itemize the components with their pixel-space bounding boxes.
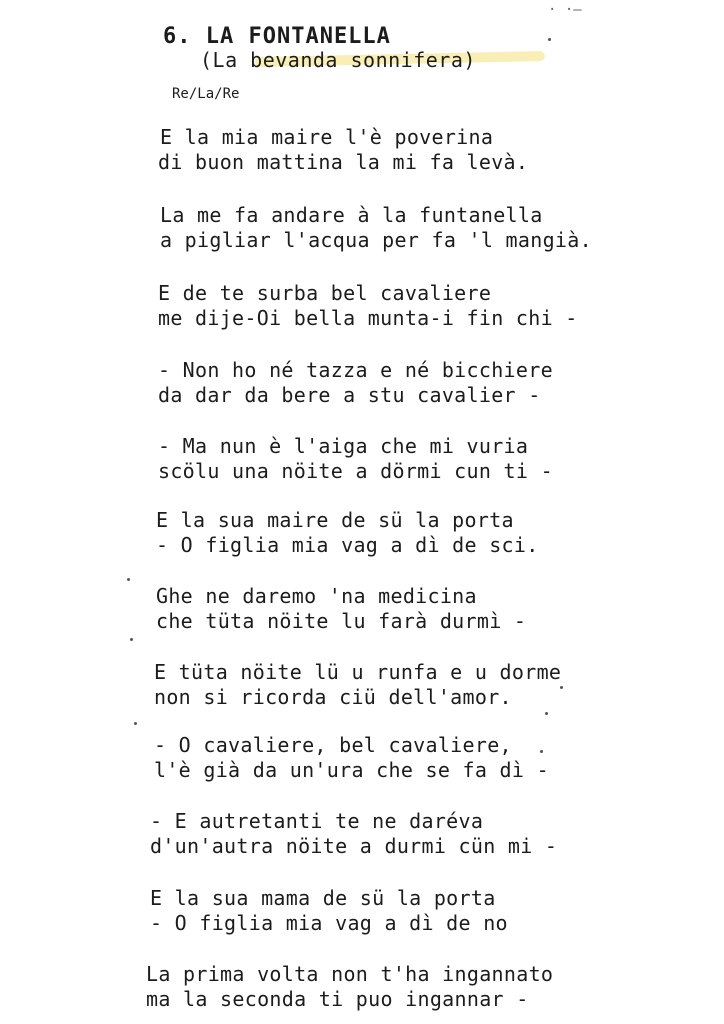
verse-line: - Ma nun è l'aiga che mi vuria [158,434,529,458]
stanza-6 [156,508,724,558]
stanza-11 [150,886,724,936]
verse-line: da dar da bere a stu cavalier - [158,383,541,407]
scan-speck [127,578,130,581]
stanza-1 [160,125,724,175]
verse-line: E la sua maire de sü la porta [156,508,514,532]
verse-line: di buon mattina la mi fa levà. [158,150,529,174]
verse-line: a pigliar l'acqua per fa 'l mangià. [160,228,592,252]
key-signature: Re/La/Re [172,86,240,102]
stanza-12 [146,962,724,1012]
stanza-5 [158,434,724,484]
scan-speck [560,686,563,689]
verse-line: Ghe ne daremo 'na medicina [156,584,477,608]
verse-line: - E autretanti te ne daréva [150,809,484,833]
scan-speck [548,38,551,41]
stanza-9 [154,733,724,783]
verse-line: E tüta nöite lü u runfa e u dorme [154,660,562,684]
verse-line: ma la seconda ti puo ingannar - [146,987,529,1011]
song-title: 6. LA FONTANELLA [163,24,391,49]
verse-line: - Non ho né tazza e né bicchiere [158,358,553,382]
verse-line: d'un'autra nöite a durmi cün mi - [150,834,558,858]
verse-line: me dije-Oi bella munta-i fin chi - [158,306,578,330]
verse-line: - O figlia mia vag a dì de sci. [156,533,539,557]
scan-speck [545,712,548,715]
song-subtitle: (La bevanda sonnifera) [200,48,476,72]
verse-line: scölu una nöite a dörmi cun ti - [158,459,553,483]
stanza-7 [156,584,724,634]
verse-line: La me fa andare à la funtanella [160,203,543,227]
verse-line: l'è già da un'ura che se fa dì - [154,758,549,782]
stanza-4 [158,358,724,408]
verse-line: E la sua mama de sü la porta [150,886,496,910]
corner-mark: · ·— [548,2,582,18]
stanza-2 [160,203,724,253]
verse-line: non si ricorda ciü dell'amor. [154,685,512,709]
verse-line: - O figlia mia vag a dì de no [150,911,508,935]
scan-speck [134,722,137,725]
stanza-8 [154,660,724,710]
verse-line: E de te surba bel cavaliere [158,281,492,305]
verse-line: E la mia maire l'è poverina [160,125,494,149]
stanza-3 [158,281,724,331]
scan-speck [130,638,133,641]
scan-speck [540,750,543,753]
verse-line: La prima volta non t'ha ingannato [146,962,554,986]
stanza-10 [150,809,724,859]
verse-line: che tüta nöite lu farà durmì - [156,609,527,633]
verse-line: - O cavaliere, bel cavaliere, [154,733,512,757]
